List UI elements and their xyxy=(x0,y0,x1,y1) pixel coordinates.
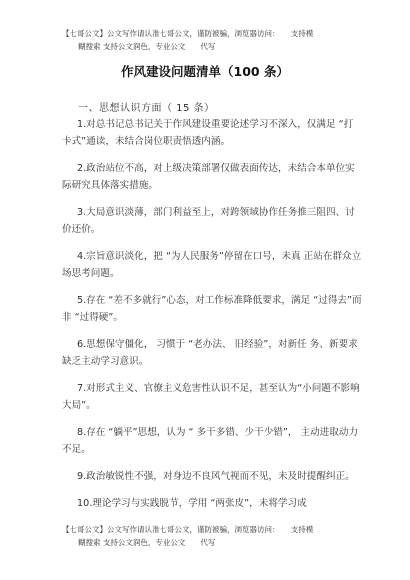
list-item: 3.大局意识淡薄，部门利益至上，对跨领域协作任务推三阻四、讨价还价。 xyxy=(62,207,355,235)
list-item: 5.存在 “差不多就行”心态，对工作标准降低要求，满足 “过得去”而非 “过得硬”。 xyxy=(62,295,362,323)
list-item: 1.对总书记总书记关于作风建设重要论述学习不深入，仅满足 “打卡式”通读，未结合岗位职责悟透内涵。 xyxy=(62,119,354,147)
list-item: 8.存在 “躺平”思想，认为 “ 多干多错、少干少错”， 主动进取动力不足。 xyxy=(62,427,359,455)
header-line-2: 糊搜索 支持公文润色，专业公文 代写 xyxy=(78,42,216,51)
list-item: 9.政治敏锐性不强，对身边不良风气视而不见，未及时提醒纠正。 xyxy=(77,471,355,482)
footer-line-1: 【七哥公文】公文写作请认准七哥公文，谨防被骗，浏览器访问： 支持模 xyxy=(62,525,314,534)
section-heading: 一、思想认识方面（ 15 条） xyxy=(78,103,215,114)
list-item: 6.思想保守僵化， 习惯于 “老办法、 旧经验”，对新任 务、新要求缺乏主动学习意识。 xyxy=(62,339,358,367)
list-item: 10.理论学习与实践脱节，学用 “两张皮”，未将学习成 xyxy=(77,498,307,509)
list-item: 4.宗旨意识淡化，把 “为人民服务”停留在口号，未真 正站在群众立场思考问题。 xyxy=(62,251,362,279)
header-line-1: 【七哥公文】公文写作请认准七哥公文，谨防被骗，浏览器访问： 支持模 xyxy=(62,29,314,38)
document-title: 作风建设问题清单（100 条） xyxy=(121,64,289,79)
list-item: 2.政治站位不高，对上级决策部署仅做表面传达，未结合本单位实际研究具体落实措施。 xyxy=(62,163,355,191)
list-item: 7.对形式主义、官僚主义危害性认识不足，甚至认为“小问题不影响大局”。 xyxy=(62,383,360,411)
item-list xyxy=(62,116,362,522)
page-header xyxy=(62,27,362,53)
footer-line-2: 糊搜索 支持公文润色，专业公文 代写 xyxy=(78,538,216,547)
page-footer xyxy=(62,523,362,549)
